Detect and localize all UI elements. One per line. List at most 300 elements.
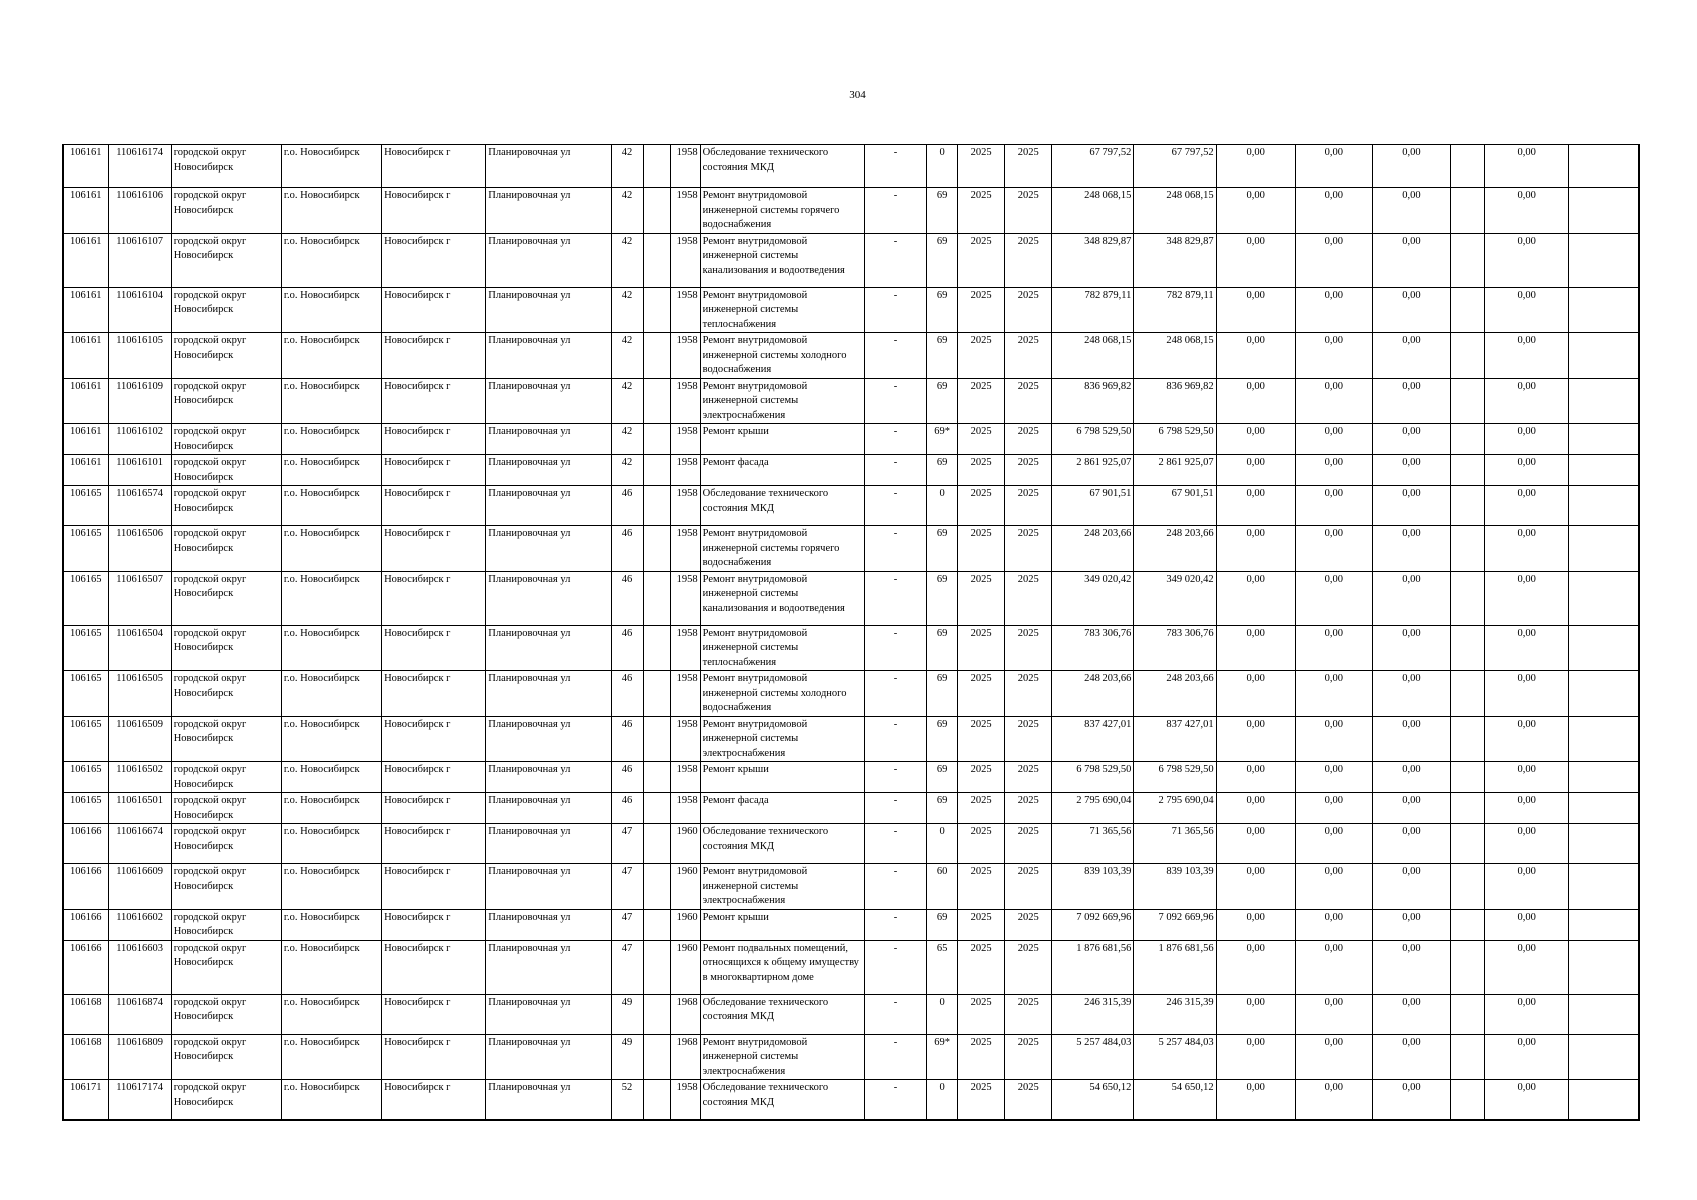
cell-year: 1960	[670, 940, 700, 994]
cell-district: г.о. Новосибирск	[281, 1080, 381, 1120]
cell-year: 1958	[670, 424, 700, 455]
cell-dash: -	[864, 762, 926, 793]
cell-wear: 65	[927, 940, 958, 994]
table-row	[63, 625, 1639, 671]
cell-city: Новосибирск г	[382, 424, 486, 455]
cell-total: 248 203,66	[1052, 671, 1134, 717]
cell-house-id: 106161	[63, 145, 108, 188]
cell-city: Новосибирск г	[382, 145, 486, 188]
table-row	[63, 287, 1639, 333]
cell-wear: 69	[927, 762, 958, 793]
cell-item-id: 110616674	[108, 824, 171, 864]
cell-item-id: 110616501	[108, 793, 171, 824]
cell-building	[643, 145, 670, 188]
cell-v4	[1451, 526, 1485, 572]
cell-end: 2025	[1005, 625, 1052, 671]
cell-work: Ремонт фасада	[700, 793, 864, 824]
cell-building	[643, 716, 670, 762]
cell-v1: 0,00	[1216, 1080, 1295, 1120]
cell-v2: 0,00	[1295, 333, 1372, 379]
cell-house-id: 106166	[63, 909, 108, 940]
cell-year: 1958	[670, 1080, 700, 1120]
cell-district: г.о. Новосибирск	[281, 333, 381, 379]
cell-building	[643, 378, 670, 424]
cell-total: 5 257 484,03	[1052, 1034, 1134, 1080]
cell-street: Планировочная ул	[486, 526, 611, 572]
cell-item-id: 110616502	[108, 762, 171, 793]
cell-district: г.о. Новосибирск	[281, 486, 381, 526]
cell-building	[643, 188, 670, 234]
cell-item-id: 110616507	[108, 571, 171, 625]
cell-building	[643, 909, 670, 940]
cell-item-id: 110616603	[108, 940, 171, 994]
cell-total: 71 365,56	[1052, 824, 1134, 864]
cell-v5: 0,00	[1485, 188, 1569, 234]
cell-v5: 0,00	[1485, 1034, 1569, 1080]
cell-item-id: 110616574	[108, 486, 171, 526]
cell-city: Новосибирск г	[382, 378, 486, 424]
cell-v2: 0,00	[1295, 824, 1372, 864]
cell-district: г.о. Новосибирск	[281, 793, 381, 824]
cell-v3: 0,00	[1372, 909, 1450, 940]
cell-v2: 0,00	[1295, 378, 1372, 424]
cell-start: 2025	[958, 1080, 1005, 1120]
cell-year: 1958	[670, 233, 700, 287]
cell-start: 2025	[958, 716, 1005, 762]
cell-end: 2025	[1005, 145, 1052, 188]
cell-item-id: 110616174	[108, 145, 171, 188]
cell-end: 2025	[1005, 486, 1052, 526]
cell-v5: 0,00	[1485, 1080, 1569, 1120]
cell-v3: 0,00	[1372, 526, 1450, 572]
table-row	[63, 864, 1639, 910]
cell-v5: 0,00	[1485, 571, 1569, 625]
cell-year: 1958	[670, 793, 700, 824]
cell-end: 2025	[1005, 824, 1052, 864]
cell-v5: 0,00	[1485, 762, 1569, 793]
table-row	[63, 486, 1639, 526]
cell-start: 2025	[958, 671, 1005, 717]
cell-v3: 0,00	[1372, 716, 1450, 762]
cell-wear: 69	[927, 793, 958, 824]
cell-dash: -	[864, 188, 926, 234]
cell-v6	[1569, 333, 1639, 379]
cell-v3: 0,00	[1372, 424, 1450, 455]
cell-v3: 0,00	[1372, 378, 1450, 424]
registry-body	[63, 145, 1639, 1120]
cell-total: 837 427,01	[1052, 716, 1134, 762]
cell-v5: 0,00	[1485, 793, 1569, 824]
cell-year: 1958	[670, 526, 700, 572]
table-row	[63, 378, 1639, 424]
cell-start: 2025	[958, 625, 1005, 671]
cell-wear: 69*	[927, 1034, 958, 1080]
cell-building	[643, 940, 670, 994]
cell-total: 67 797,52	[1052, 145, 1134, 188]
cell-item-id: 110616509	[108, 716, 171, 762]
cell-municipality: городской округ Новосибирск	[171, 994, 281, 1034]
cell-house: 47	[611, 824, 643, 864]
cell-fund: 839 103,39	[1134, 864, 1216, 910]
cell-dash: -	[864, 455, 926, 486]
cell-v1: 0,00	[1216, 188, 1295, 234]
cell-v4	[1451, 378, 1485, 424]
cell-street: Планировочная ул	[486, 486, 611, 526]
cell-v1: 0,00	[1216, 424, 1295, 455]
cell-v3: 0,00	[1372, 994, 1450, 1034]
cell-municipality: городской округ Новосибирск	[171, 571, 281, 625]
table-row	[63, 526, 1639, 572]
cell-street: Планировочная ул	[486, 1080, 611, 1120]
cell-v4	[1451, 1034, 1485, 1080]
cell-municipality: городской округ Новосибирск	[171, 625, 281, 671]
cell-item-id: 110616609	[108, 864, 171, 910]
table-row	[63, 455, 1639, 486]
cell-fund: 2 861 925,07	[1134, 455, 1216, 486]
cell-wear: 69	[927, 909, 958, 940]
cell-year: 1958	[670, 671, 700, 717]
cell-municipality: городской округ Новосибирск	[171, 287, 281, 333]
cell-v6	[1569, 1080, 1639, 1120]
cell-total: 783 306,76	[1052, 625, 1134, 671]
cell-municipality: городской округ Новосибирск	[171, 909, 281, 940]
cell-v4	[1451, 940, 1485, 994]
cell-street: Планировочная ул	[486, 571, 611, 625]
cell-house: 47	[611, 864, 643, 910]
cell-start: 2025	[958, 333, 1005, 379]
cell-municipality: городской округ Новосибирск	[171, 1080, 281, 1120]
table-row	[63, 233, 1639, 287]
cell-total: 248 068,15	[1052, 333, 1134, 379]
cell-building	[643, 287, 670, 333]
table-row	[63, 1034, 1639, 1080]
cell-street: Планировочная ул	[486, 864, 611, 910]
cell-house-id: 106166	[63, 940, 108, 994]
cell-v3: 0,00	[1372, 571, 1450, 625]
cell-fund: 7 092 669,96	[1134, 909, 1216, 940]
cell-building	[643, 571, 670, 625]
cell-year: 1960	[670, 824, 700, 864]
cell-work: Ремонт внутридомовой инженерной системы канализования и водоотведения	[700, 571, 864, 625]
cell-v2: 0,00	[1295, 940, 1372, 994]
cell-v3: 0,00	[1372, 287, 1450, 333]
cell-year: 1968	[670, 994, 700, 1034]
cell-dash: -	[864, 864, 926, 910]
cell-total: 836 969,82	[1052, 378, 1134, 424]
cell-district: г.о. Новосибирск	[281, 287, 381, 333]
cell-v4	[1451, 762, 1485, 793]
cell-city: Новосибирск г	[382, 940, 486, 994]
cell-street: Планировочная ул	[486, 1034, 611, 1080]
cell-v5: 0,00	[1485, 145, 1569, 188]
cell-total: 67 901,51	[1052, 486, 1134, 526]
cell-v4	[1451, 716, 1485, 762]
cell-item-id: 110616504	[108, 625, 171, 671]
cell-building	[643, 671, 670, 717]
cell-building	[643, 233, 670, 287]
cell-v5: 0,00	[1485, 455, 1569, 486]
cell-v4	[1451, 571, 1485, 625]
cell-v3: 0,00	[1372, 486, 1450, 526]
cell-end: 2025	[1005, 188, 1052, 234]
cell-year: 1958	[670, 571, 700, 625]
cell-work: Ремонт внутридомовой инженерной системы электроснабжения	[700, 1034, 864, 1080]
cell-v3: 0,00	[1372, 824, 1450, 864]
cell-start: 2025	[958, 909, 1005, 940]
cell-item-id: 110616106	[108, 188, 171, 234]
cell-building	[643, 994, 670, 1034]
cell-fund: 248 203,66	[1134, 671, 1216, 717]
cell-district: г.о. Новосибирск	[281, 526, 381, 572]
cell-work: Ремонт внутридомовой инженерной системы холодного водоснабжения	[700, 333, 864, 379]
cell-municipality: городской округ Новосибирск	[171, 793, 281, 824]
cell-start: 2025	[958, 793, 1005, 824]
cell-fund: 248 068,15	[1134, 188, 1216, 234]
cell-v2: 0,00	[1295, 994, 1372, 1034]
cell-city: Новосибирск г	[382, 824, 486, 864]
cell-total: 7 092 669,96	[1052, 909, 1134, 940]
cell-municipality: городской округ Новосибирск	[171, 188, 281, 234]
cell-v2: 0,00	[1295, 671, 1372, 717]
cell-end: 2025	[1005, 762, 1052, 793]
cell-wear: 69	[927, 455, 958, 486]
cell-start: 2025	[958, 378, 1005, 424]
cell-work: Ремонт внутридомовой инженерной системы холодного водоснабжения	[700, 671, 864, 717]
cell-year: 1960	[670, 864, 700, 910]
cell-v6	[1569, 793, 1639, 824]
cell-v3: 0,00	[1372, 864, 1450, 910]
cell-start: 2025	[958, 486, 1005, 526]
cell-work: Ремонт крыши	[700, 424, 864, 455]
cell-fund: 248 068,15	[1134, 333, 1216, 379]
cell-end: 2025	[1005, 793, 1052, 824]
cell-street: Планировочная ул	[486, 188, 611, 234]
cell-start: 2025	[958, 145, 1005, 188]
cell-v3: 0,00	[1372, 762, 1450, 793]
cell-total: 782 879,11	[1052, 287, 1134, 333]
cell-year: 1958	[670, 716, 700, 762]
cell-start: 2025	[958, 526, 1005, 572]
cell-fund: 2 795 690,04	[1134, 793, 1216, 824]
cell-end: 2025	[1005, 333, 1052, 379]
cell-street: Планировочная ул	[486, 625, 611, 671]
cell-end: 2025	[1005, 864, 1052, 910]
cell-v6	[1569, 486, 1639, 526]
cell-dash: -	[864, 824, 926, 864]
cell-end: 2025	[1005, 671, 1052, 717]
cell-street: Планировочная ул	[486, 940, 611, 994]
cell-building	[643, 1034, 670, 1080]
cell-fund: 349 020,42	[1134, 571, 1216, 625]
cell-v6	[1569, 716, 1639, 762]
cell-v1: 0,00	[1216, 526, 1295, 572]
cell-fund: 54 650,12	[1134, 1080, 1216, 1120]
table-row	[63, 994, 1639, 1034]
cell-building	[643, 424, 670, 455]
cell-building	[643, 864, 670, 910]
cell-work: Ремонт внутридомовой инженерной системы горячего водоснабжения	[700, 526, 864, 572]
cell-work: Обследование технического состояния МКД	[700, 1080, 864, 1120]
cell-v5: 0,00	[1485, 940, 1569, 994]
cell-dash: -	[864, 909, 926, 940]
cell-v2: 0,00	[1295, 1034, 1372, 1080]
cell-v2: 0,00	[1295, 793, 1372, 824]
cell-start: 2025	[958, 762, 1005, 793]
cell-dash: -	[864, 571, 926, 625]
cell-v6	[1569, 909, 1639, 940]
cell-v6	[1569, 526, 1639, 572]
cell-dash: -	[864, 233, 926, 287]
cell-dash: -	[864, 994, 926, 1034]
cell-municipality: городской округ Новосибирск	[171, 1034, 281, 1080]
cell-v6	[1569, 940, 1639, 994]
cell-v2: 0,00	[1295, 625, 1372, 671]
cell-v4	[1451, 188, 1485, 234]
cell-v2: 0,00	[1295, 571, 1372, 625]
cell-city: Новосибирск г	[382, 486, 486, 526]
cell-wear: 69	[927, 333, 958, 379]
cell-work: Ремонт внутридомовой инженерной системы теплоснабжения	[700, 287, 864, 333]
cell-v1: 0,00	[1216, 994, 1295, 1034]
cell-total: 54 650,12	[1052, 1080, 1134, 1120]
cell-house-id: 106161	[63, 233, 108, 287]
cell-work: Обследование технического состояния МКД	[700, 824, 864, 864]
cell-total: 246 315,39	[1052, 994, 1134, 1034]
cell-district: г.о. Новосибирск	[281, 455, 381, 486]
cell-house-id: 106168	[63, 1034, 108, 1080]
table-row	[63, 188, 1639, 234]
cell-house-id: 106161	[63, 333, 108, 379]
cell-start: 2025	[958, 1034, 1005, 1080]
cell-v1: 0,00	[1216, 378, 1295, 424]
cell-fund: 248 203,66	[1134, 526, 1216, 572]
cell-total: 1 876 681,56	[1052, 940, 1134, 994]
cell-v5: 0,00	[1485, 526, 1569, 572]
cell-dash: -	[864, 378, 926, 424]
cell-v2: 0,00	[1295, 233, 1372, 287]
cell-house-id: 106165	[63, 625, 108, 671]
cell-district: г.о. Новосибирск	[281, 571, 381, 625]
cell-year: 1958	[670, 287, 700, 333]
cell-district: г.о. Новосибирск	[281, 716, 381, 762]
cell-v3: 0,00	[1372, 1034, 1450, 1080]
cell-start: 2025	[958, 287, 1005, 333]
cell-year: 1958	[670, 333, 700, 379]
cell-item-id: 110616109	[108, 378, 171, 424]
cell-house: 47	[611, 940, 643, 994]
cell-wear: 69	[927, 188, 958, 234]
cell-city: Новосибирск г	[382, 671, 486, 717]
cell-house: 49	[611, 994, 643, 1034]
cell-year: 1958	[670, 486, 700, 526]
cell-v1: 0,00	[1216, 716, 1295, 762]
cell-v1: 0,00	[1216, 864, 1295, 910]
cell-city: Новосибирск г	[382, 188, 486, 234]
cell-v1: 0,00	[1216, 287, 1295, 333]
cell-dash: -	[864, 1034, 926, 1080]
cell-item-id: 110616602	[108, 909, 171, 940]
cell-house: 46	[611, 716, 643, 762]
cell-v5: 0,00	[1485, 671, 1569, 717]
cell-municipality: городской округ Новосибирск	[171, 762, 281, 793]
cell-house: 42	[611, 188, 643, 234]
table-row	[63, 671, 1639, 717]
cell-house: 46	[611, 793, 643, 824]
cell-v6	[1569, 762, 1639, 793]
cell-total: 839 103,39	[1052, 864, 1134, 910]
cell-v5: 0,00	[1485, 233, 1569, 287]
cell-house-id: 106165	[63, 762, 108, 793]
cell-v4	[1451, 486, 1485, 526]
cell-v1: 0,00	[1216, 145, 1295, 188]
cell-start: 2025	[958, 824, 1005, 864]
table-row	[63, 824, 1639, 864]
cell-year: 1958	[670, 455, 700, 486]
cell-dash: -	[864, 671, 926, 717]
cell-house-id: 106165	[63, 793, 108, 824]
cell-city: Новосибирск г	[382, 793, 486, 824]
cell-dash: -	[864, 287, 926, 333]
cell-dash: -	[864, 145, 926, 188]
cell-municipality: городской округ Новосибирск	[171, 333, 281, 379]
cell-house-id: 106168	[63, 994, 108, 1034]
cell-house: 46	[611, 526, 643, 572]
cell-end: 2025	[1005, 716, 1052, 762]
cell-year: 1960	[670, 909, 700, 940]
cell-end: 2025	[1005, 1080, 1052, 1120]
cell-fund: 837 427,01	[1134, 716, 1216, 762]
cell-district: г.о. Новосибирск	[281, 188, 381, 234]
cell-building	[643, 1080, 670, 1120]
cell-year: 1968	[670, 1034, 700, 1080]
cell-dash: -	[864, 333, 926, 379]
cell-wear: 69	[927, 571, 958, 625]
cell-city: Новосибирск г	[382, 526, 486, 572]
cell-start: 2025	[958, 571, 1005, 625]
cell-fund: 71 365,56	[1134, 824, 1216, 864]
cell-total: 6 798 529,50	[1052, 424, 1134, 455]
cell-v6	[1569, 455, 1639, 486]
cell-house-id: 106161	[63, 287, 108, 333]
cell-fund: 6 798 529,50	[1134, 762, 1216, 793]
cell-fund: 246 315,39	[1134, 994, 1216, 1034]
cell-item-id: 110616505	[108, 671, 171, 717]
cell-end: 2025	[1005, 287, 1052, 333]
cell-house: 42	[611, 378, 643, 424]
cell-v4	[1451, 793, 1485, 824]
cell-end: 2025	[1005, 1034, 1052, 1080]
cell-street: Планировочная ул	[486, 424, 611, 455]
cell-fund: 836 969,82	[1134, 378, 1216, 424]
cell-dash: -	[864, 424, 926, 455]
cell-end: 2025	[1005, 940, 1052, 994]
cell-wear: 69	[927, 526, 958, 572]
cell-v6	[1569, 287, 1639, 333]
cell-street: Планировочная ул	[486, 455, 611, 486]
table-row	[63, 424, 1639, 455]
cell-v4	[1451, 671, 1485, 717]
cell-item-id: 110616101	[108, 455, 171, 486]
cell-v3: 0,00	[1372, 188, 1450, 234]
cell-street: Планировочная ул	[486, 145, 611, 188]
cell-v3: 0,00	[1372, 625, 1450, 671]
cell-district: г.о. Новосибирск	[281, 994, 381, 1034]
cell-wear: 69	[927, 716, 958, 762]
cell-house-id: 106161	[63, 424, 108, 455]
cell-work: Ремонт внутридомовой инженерной системы электроснабжения	[700, 716, 864, 762]
cell-item-id: 110617174	[108, 1080, 171, 1120]
cell-city: Новосибирск г	[382, 625, 486, 671]
